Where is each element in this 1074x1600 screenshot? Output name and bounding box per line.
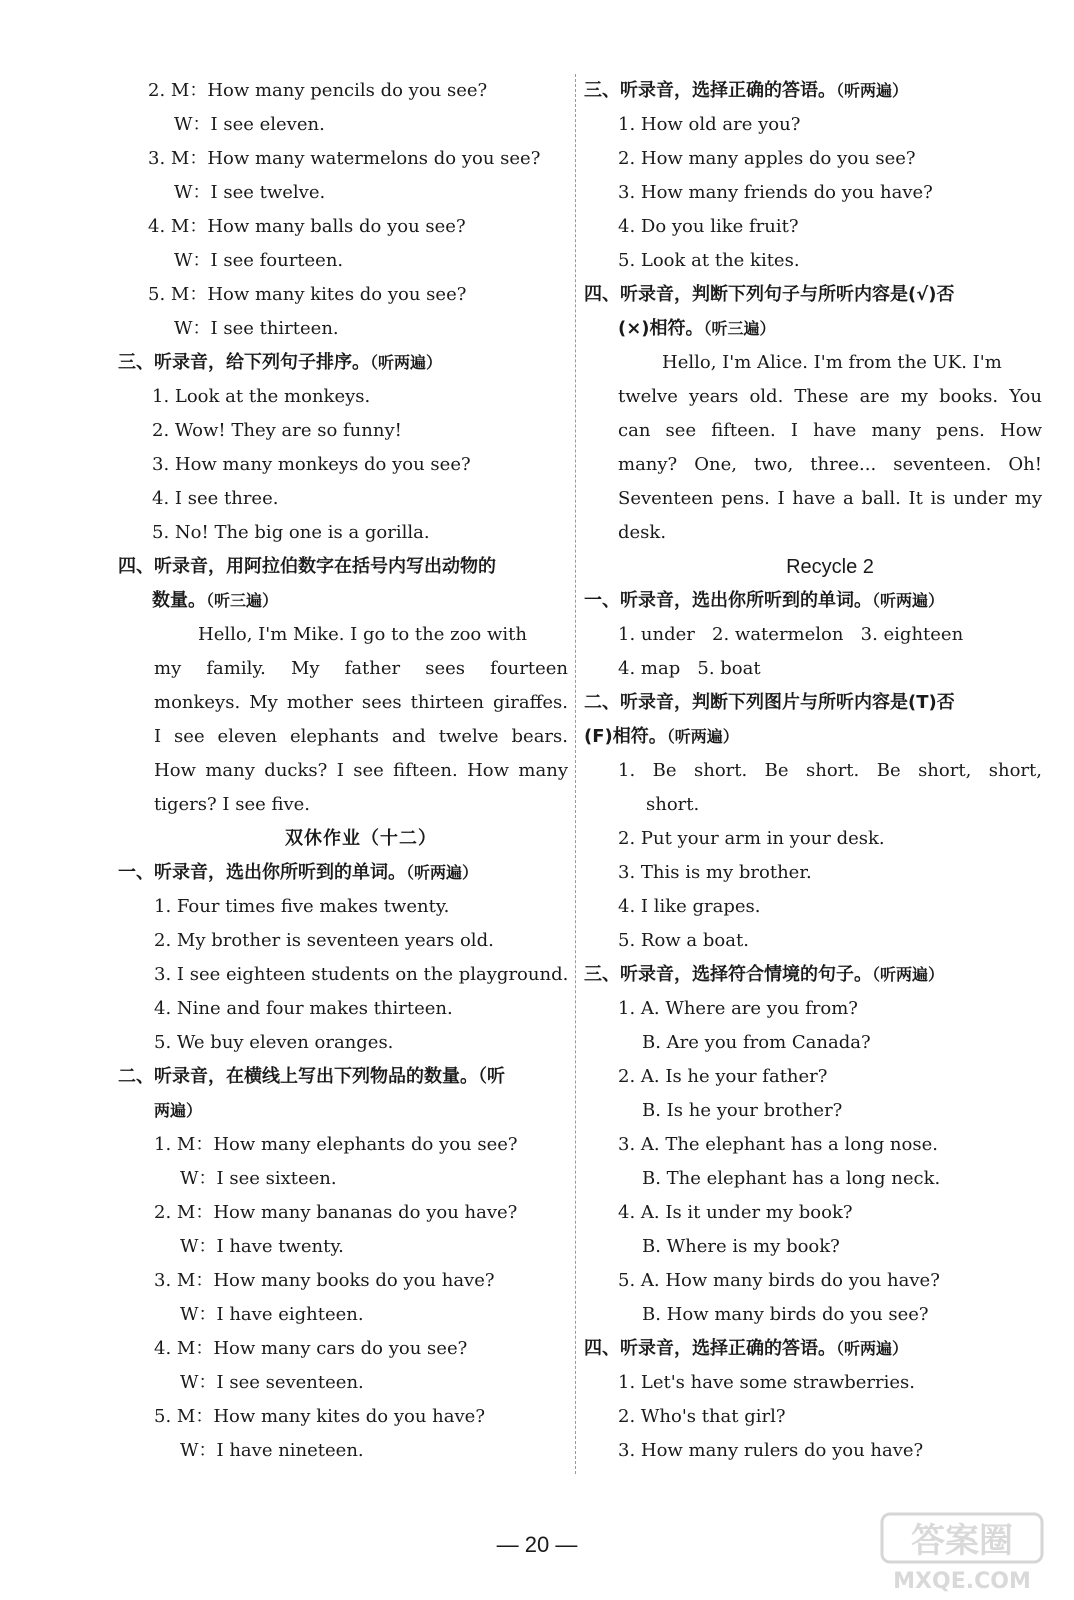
list-item: 4. I like grapes.: [618, 896, 761, 917]
passage-line: Seventeen pens. I have a ball. It is under my: [618, 488, 1042, 509]
list-item: 5. A. How many birds do you have?: [618, 1270, 940, 1291]
section-heading: [118, 584, 568, 618]
list-item: 3. I see eighteen students on the playground.: [154, 964, 569, 985]
section-title: 三、听录音，选择符合情境的句子。: [584, 964, 872, 985]
homework-title: 双休作业（十二）: [285, 828, 437, 849]
list-item: 2. My brother is seventeen years old.: [154, 930, 494, 951]
dialog-line: 3. M：How many watermelons do you see?: [148, 148, 541, 169]
section-note: （听两遍）: [836, 1339, 909, 1358]
passage-line: tigers? I see five.: [154, 794, 311, 815]
list-item: B. Where is my book?: [642, 1236, 840, 1257]
section-note: （听两遍）: [406, 863, 479, 882]
dialog-line: 3. M：How many books do you have?: [154, 1270, 495, 1291]
recycle-title: Recycle 2: [786, 556, 874, 578]
dialog-line: W：I have eighteen.: [180, 1304, 364, 1325]
watermark-graphic: [878, 1508, 1048, 1594]
column-divider: [575, 74, 576, 1474]
section-title-cont: 数量。: [152, 590, 206, 611]
dialog-line: 4. M：How many balls do you see?: [148, 216, 466, 237]
section-heading: [584, 74, 1042, 108]
dialog-line: 5. M：How many kites do you see?: [148, 284, 467, 305]
list-item: 5. We buy eleven oranges.: [154, 1032, 394, 1053]
list-item: 4. Do you like fruit?: [618, 216, 799, 237]
list-item: 2. How many apples do you see?: [618, 148, 916, 169]
passage-line: many? One, two, three... seventeen. Oh!: [618, 454, 1042, 475]
dialog-line: W：I see thirteen.: [174, 318, 339, 339]
list-item: B. Is he your brother?: [642, 1100, 843, 1121]
watermark-logo: [878, 1508, 1048, 1594]
dialog-line: W：I see seventeen.: [180, 1372, 364, 1393]
section-note: （听两遍）: [872, 965, 945, 984]
list-item: 4. map 5. boat: [618, 658, 761, 679]
section-note: （听三遍）: [703, 319, 776, 338]
dialog-line: W：I have nineteen.: [180, 1440, 364, 1461]
list-item: 1. A. Where are you from?: [618, 998, 858, 1019]
section-title: 二、听录音，在横线上写出下列物品的数量。（听: [118, 1066, 505, 1087]
list-item: 2. Wow! They are so funny!: [152, 420, 402, 441]
section-note: （听两遍）: [836, 81, 909, 100]
passage-line: I see eleven elephants and twelve bears.: [154, 726, 568, 747]
section-title: 二、听录音，判断下列图片与所听内容是(T)否: [584, 692, 955, 713]
list-item: 3. How many rulers do you have?: [618, 1440, 924, 1461]
list-item: B. How many birds do you see?: [642, 1304, 929, 1325]
dialog-line: W：I see eleven.: [174, 114, 325, 135]
list-item: 5. Look at the kites.: [618, 250, 800, 271]
list-item: 1. How old are you?: [618, 114, 801, 135]
section-title: 一、听录音，选出你所听到的单词。: [118, 862, 406, 883]
right-column: [584, 74, 1042, 1468]
section-note: （听三遍）: [206, 591, 279, 610]
list-item: short.: [646, 794, 700, 815]
page-number: — 20 —: [496, 1532, 578, 1557]
section-heading: [584, 958, 1042, 992]
dialog-line: 2. M：How many bananas do you have?: [154, 1202, 518, 1223]
list-item: 1. under 2. watermelon 3. eighteen: [618, 624, 964, 645]
section-note: 两遍）: [154, 1101, 203, 1120]
section-note: （听两遍）: [872, 591, 945, 610]
passage-line: Hello, I'm Mike. I go to the zoo with: [198, 624, 527, 645]
list-item: 1. Four times five makes twenty.: [154, 896, 450, 917]
list-item: 2. Put your arm in your desk.: [618, 828, 885, 849]
list-item: 3. How many monkeys do you see?: [152, 454, 471, 475]
list-item: 1. Let's have some strawberries.: [618, 1372, 915, 1393]
list-item: 4. A. Is it under my book?: [618, 1202, 853, 1223]
section-heading: [584, 1332, 1042, 1366]
section-title: 四、听录音，用阿拉伯数字在括号内写出动物的: [118, 556, 496, 577]
passage-line: Hello, I'm Alice. I'm from the UK. I'm: [662, 352, 1002, 373]
left-column: [118, 74, 568, 1468]
watermark-text-1: 答案圈: [911, 1521, 1013, 1561]
list-item: 1. Look at the monkeys.: [152, 386, 371, 407]
list-item: B. The elephant has a long neck.: [642, 1168, 941, 1189]
passage-line: can see fifteen. I have many pens. How: [618, 420, 1042, 441]
list-item: 2. A. Is he your father?: [618, 1066, 828, 1087]
list-item: 5. Row a boat.: [618, 930, 749, 951]
list-item: 2. Who's that girl?: [618, 1406, 786, 1427]
list-item: 5. No! The big one is a gorilla.: [152, 522, 430, 543]
list-item: 4. Nine and four makes thirteen.: [154, 998, 453, 1019]
passage-line: twelve years old. These are my books. You: [618, 386, 1042, 407]
section-title-cont: (×)相符。: [618, 318, 704, 339]
dialog-line: W：I see sixteen.: [180, 1168, 337, 1189]
section-title: 三、听录音，给下列句子排序。: [118, 352, 370, 373]
dialog-line: W：I have twenty.: [180, 1236, 344, 1257]
dialog-line: 2. M：How many pencils do you see?: [148, 80, 488, 101]
passage-line: monkeys. My mother sees thirteen giraffes.: [154, 692, 568, 713]
list-item: 3. How many friends do you have?: [618, 182, 933, 203]
list-item: B. Are you from Canada?: [642, 1032, 871, 1053]
section-heading: [584, 720, 1042, 754]
section-heading: [118, 346, 568, 380]
section-title: 三、听录音，选择正确的答语。: [584, 80, 836, 101]
watermark-text-2: MXQE.COM: [893, 1569, 1031, 1594]
dialog-line: W：I see twelve.: [174, 182, 326, 203]
passage-line: How many ducks? I see fifteen. How many: [154, 760, 568, 781]
passage-line: my family. My father sees fourteen: [154, 658, 568, 679]
list-item: 3. A. The elephant has a long nose.: [618, 1134, 938, 1155]
list-item: 4. I see three.: [152, 488, 279, 509]
section-note: （听两遍）: [666, 727, 739, 746]
passage-line: desk.: [618, 522, 667, 543]
dialog-line: 5. M：How many kites do you have?: [154, 1406, 485, 1427]
section-title-cont: (F)相符。: [584, 726, 667, 747]
section-heading: [118, 856, 568, 890]
section-title: 四、听录音，选择正确的答语。: [584, 1338, 836, 1359]
section-title: 一、听录音，选出你所听到的单词。: [584, 590, 872, 611]
dialog-line: W：I see fourteen.: [174, 250, 344, 271]
list-item: 1. Be short. Be short. Be short, short,: [618, 760, 1042, 781]
list-item: 3. This is my brother.: [618, 862, 812, 883]
section-title: 四、听录音，判断下列句子与所听内容是(√)否: [584, 284, 955, 305]
section-heading: [584, 312, 1042, 346]
section-note: （听两遍）: [370, 353, 443, 372]
section-heading: [584, 584, 1042, 618]
dialog-line: 1. M：How many elephants do you see?: [154, 1134, 518, 1155]
dialog-line: 4. M：How many cars do you see?: [154, 1338, 468, 1359]
